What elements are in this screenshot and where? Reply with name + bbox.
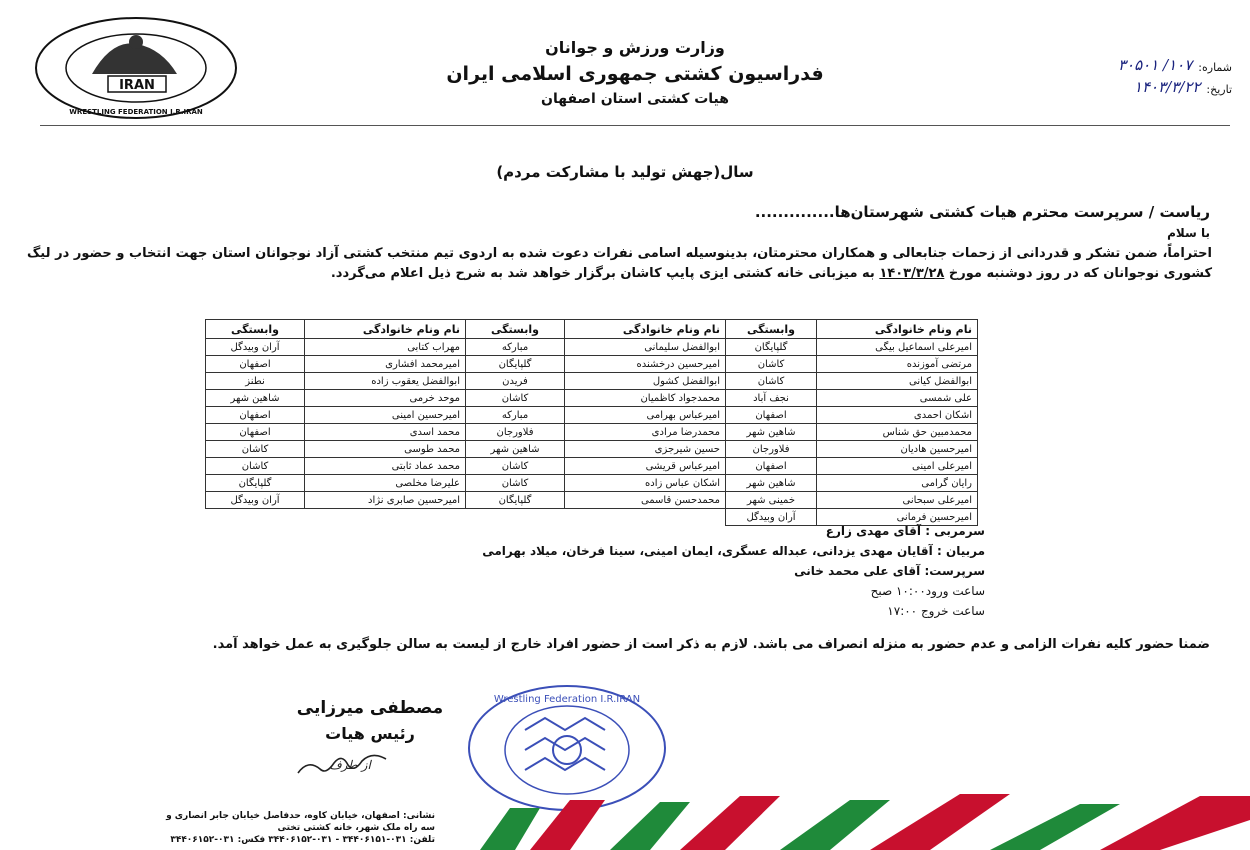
wrestler-name-cell: محمدحسن قاسمی [565,492,726,509]
column-header-name: نام ونام خانوادگی [817,320,978,339]
signatory-title: رئیس هیات [325,724,415,743]
staff-list [482,521,985,621]
wrestler-name-cell: مهراب کتابی [305,339,466,356]
federation-title: فدراسیون کشتی جمهوری اسلامی ایران [446,63,824,85]
table-row [206,373,978,390]
wrestler-name-cell: امیرحسین درخشنده [565,356,726,373]
departure-time: ساعت خروج ۱۷:۰۰ [887,604,985,618]
wrestler-name-cell: امیرعلی امینی [817,458,978,475]
affiliation-cell: کاشان [206,441,305,458]
affiliation-cell: اصفهان [206,407,305,424]
wrestler-name-cell: رایان گرامی [817,475,978,492]
header-divider [40,125,1230,126]
table-row [206,441,978,458]
affiliation-cell [206,509,305,526]
affiliation-cell: کاشان [466,390,565,407]
affiliation-cell: شاهین شهر [726,475,817,492]
affiliation-cell: شاهین شهر [206,390,305,407]
date-value: ۱۴۰۳/۳/۲۲ [1133,78,1201,96]
wrestler-name-cell: امیرمحمد افشاری [305,356,466,373]
affiliation-cell: اصفهان [726,458,817,475]
head-coach-line [482,521,985,541]
affiliation-cell: اصفهان [206,356,305,373]
column-header-name: نام ونام خانوادگی [565,320,726,339]
wrestler-name-cell: محمدمبین حق شناس [817,424,978,441]
table-row [206,492,978,509]
affiliation-cell: گلپایگان [726,339,817,356]
wrestler-name-cell: محمد عماد ثابتی [305,458,466,475]
wrestler-name-cell: علی شمسی [817,390,978,407]
wrestler-name-cell: امیرحسین هادیان [817,441,978,458]
wrestler-name-cell: موحد خرمی [305,390,466,407]
wrestler-name-cell [305,509,466,526]
affiliation-cell: شاهین شهر [466,441,565,458]
table-row [206,339,978,356]
year-slogan: سال(جهش تولید با مشارکت مردم) [496,163,754,181]
flag-stripes-decoration [420,790,1250,850]
table-row [206,424,978,441]
footer-contact [75,810,435,846]
column-header-affiliation: وابستگی [466,320,565,339]
wrestler-name-cell: ابوالفضل سلیمانی [565,339,726,356]
affiliation-cell: آران وبیدگل [726,509,817,526]
affiliation-cell: گلپایگان [466,492,565,509]
wrestler-name-cell: امیرحسین صابری نژاد [305,492,466,509]
handwritten-signature [290,745,400,785]
number-label: شماره: [1198,61,1232,74]
body-text-part2: به میزبانی خانه کشتی ایزی پایپ کاشان برگزار خواهد شد به شرح ذیل اعلام می‌گردد. [330,266,875,281]
arrival-time: ساعت ورود۱۰:۰۰ صبح [870,584,985,598]
greeting: با سلام [1167,226,1210,240]
supervisor-line [482,561,985,581]
wrestler-name-cell: امیرعلی اسماعیل بیگی [817,339,978,356]
affiliation-cell: آران وبیدگل [206,492,305,509]
wrestler-name-cell: امیرعباس قریشی [565,458,726,475]
affiliation-cell: اصفهان [206,424,305,441]
footer-address-2: سه راه ملک شهر، خانه کشتی تختی [277,823,435,833]
affiliation-cell: فریدن [466,373,565,390]
event-date: ۱۴۰۳/۳/۲۸ [879,266,945,281]
date-label: تاریخ: [1206,83,1232,96]
stamp-text: Wrestling Federation I.R.IRAN [493,694,641,705]
affiliation-cell: خمینی شهر [726,492,817,509]
letter-reference [1017,52,1232,96]
table-header-row [206,320,978,339]
table-row [206,475,978,492]
affiliation-cell: کاشان [206,458,305,475]
table-row [206,407,978,424]
wrestler-name-cell: حسین شیرجزی [565,441,726,458]
affiliation-cell: کاشان [726,356,817,373]
wrestler-name-cell: محمدجواد کاظمیان [565,390,726,407]
affiliation-cell: کاشان [466,475,565,492]
wrestling-federation-logo [32,14,240,122]
table-row [206,356,978,373]
wrestler-name-cell: مرتضی آموزنده [817,356,978,373]
footer-phone: تلفن: ۰۳۱-۳۴۴۰۶۱۵۱ - ۰۳۱-۳۴۴۰۶۱۵۲ فکس: ۰۳۱-۳۴۴۰۶۱۵۲ [170,835,435,845]
column-header-affiliation: وابستگی [206,320,305,339]
roster-table [205,319,978,526]
wrestler-name-cell: اشکان عباس زاده [565,475,726,492]
signature-block [285,698,455,743]
roster-body [206,339,978,526]
affiliation-cell: نطنز [206,373,305,390]
head-coach-name: آقای مهدی زارع [825,524,922,538]
supervisor-label: سرپرست: [924,564,985,578]
letter-body [27,244,1212,284]
wrestler-name-cell: محمد اسدی [305,424,466,441]
affiliation-cell: اصفهان [726,407,817,424]
wrestler-name-cell: امیرحسین فرمانی [817,509,978,526]
affiliation-cell: شاهین شهر [726,424,817,441]
wrestler-name-cell: امیرعباس بهرامی [565,407,726,424]
wrestler-name-cell: محمد طوسی [305,441,466,458]
affiliation-cell: گلپایگان [466,356,565,373]
coaches-label: مربیان : [936,544,985,558]
wrestler-name-cell: اشکان احمدی [817,407,978,424]
wrestler-name-cell: علیرضا مخلصی [305,475,466,492]
column-header-name: نام ونام خانوادگی [305,320,466,339]
affiliation-cell: مبارکه [466,339,565,356]
letter-date-row [1017,74,1232,96]
body-text-part1: احتراماً، ضمن تشکر و قدردانی از زحمات جنابعالی و همکاران محترمتان، بدینوسیله اسامی نفرات دعوت شده به اردوی تیم منتخب کشتی آزاد نوجوانان استان جهت انتخاب و حضور در لیگ کشوری نوجوانان که در روز دوشنبه مورخ [27,246,1212,281]
wrestler-name-cell: امیرحسین امینی [305,407,466,424]
ministry-title: وزارت ورزش و جوانان [545,38,725,57]
wrestler-name-cell: امیرعلی سبحانی [817,492,978,509]
coaches-names: آقایان مهدی یزدانی، عبداله عسگری، ایمان امینی، سینا فرخان، میلاد بهرامی [482,544,933,558]
letter-number-row [1017,52,1232,74]
wrestler-name-cell: ابوالفضل کشول [565,373,726,390]
logo-text: IRAN [119,78,155,93]
wrestler-name-cell: محمدرضا مرادی [565,424,726,441]
wrestler-name-cell: ابوالفضل یعقوب زاده [305,373,466,390]
affiliation-cell: کاشان [726,373,817,390]
letterhead [400,38,870,107]
table-row [206,458,978,475]
column-header-affiliation: وابستگی [726,320,817,339]
coaches-line [482,541,985,561]
attendance-note: ضمنا حضور کلیه نفرات الزامی و عدم حضور به منزله انصراف می باشد. لازم به ذکر است از حضور افراد خارج از لیست به سالن جلوگیری به عمل خواهد آمد. [212,637,1210,652]
logo-ring-text: WRESTLING FEDERATION I.R.IRAN [69,108,203,116]
number-value: ۱۰۷/ ۳۰۵۰۱ [1117,56,1193,74]
supervisor-name: آقای علی محمد خانی [794,564,921,578]
affiliation-cell: آران وبیدگل [206,339,305,356]
signatory-name: مصطفی میرزایی [296,698,444,718]
affiliation-cell: کاشان [466,458,565,475]
table-row [206,390,978,407]
affiliation-cell: فلاورجان [726,441,817,458]
affiliation-cell: فلاورجان [466,424,565,441]
signature-handwriting: از طرف [329,758,371,772]
head-coach-label: سرمربی : [925,524,985,538]
addressee: ریاست / سرپرست محترم هیات کشتی شهرستان‌ها.............. [754,203,1210,221]
affiliation-cell: نجف آباد [726,390,817,407]
footer-address-1: نشانی: اصفهان، خیابان کاوه، حدفاصل خیابان جابر انصاری و [166,811,435,821]
board-title: هیات کشتی استان اصفهان [541,91,729,107]
affiliation-cell: گلپایگان [206,475,305,492]
wrestler-name-cell: ابوالفضل کیانی [817,373,978,390]
affiliation-cell: مبارکه [466,407,565,424]
